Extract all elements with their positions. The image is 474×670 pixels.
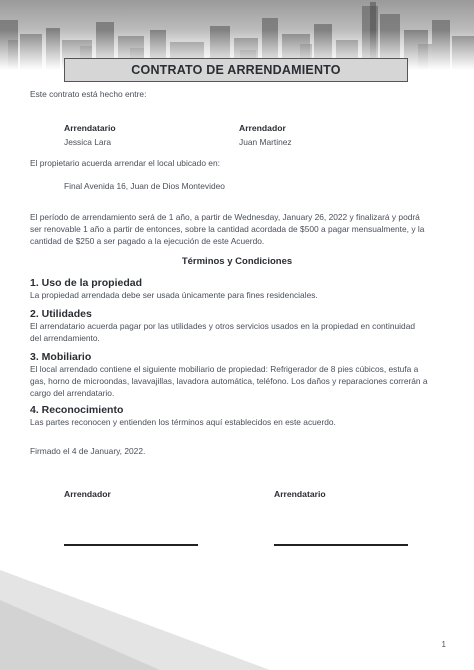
tenant-name: Jessica Lara [64, 137, 112, 147]
section-text-utilities: El arrendatario acuerda pagar por las utilidades y otros servicios usados en la propiedad en continuidad [30, 321, 416, 331]
section-text-utilities: del arrendamiento. [30, 333, 100, 343]
section-heading-furniture: 3. Mobiliario [30, 351, 92, 363]
document-title: CONTRATO DE ARRENDAMIENTO [64, 58, 408, 82]
premises-intro: El propietario acuerda arrendar el local ubicado en: [30, 158, 220, 168]
section-text-acknowledgment: Las partes reconocen y entienden los términos aquí establecidos en este acuerdo. [30, 417, 336, 427]
term-line: El período de arrendamiento será de 1 año, a partir de Wednesday, January 26, 2022 y finalizará y podrá [30, 212, 420, 222]
signature-label-tenant: Arrendatario [274, 489, 326, 499]
section-heading-use: 1. Uso de la propiedad [30, 277, 143, 289]
signature-label-landlord: Arrendador [64, 489, 111, 499]
term-line: cantidad de $250 a ser pagado a la ejecución de este Acuerdo. [30, 236, 265, 246]
signature-line-tenant [274, 544, 408, 546]
terms-heading: Términos y Condiciones [181, 256, 293, 267]
term-line: ser renovable 1 año a partir de entonces, sobre la cantidad acordada de $500 a pagar mensualmente, y la [30, 224, 425, 234]
section-text-use: La propiedad arrendada debe ser usada únicamente para fines residenciales. [30, 290, 318, 300]
section-text-furniture: El local arrendado contiene el siguiente mobiliario de propiedad: Refrigerador de 8 pies cúbicos, estufa a [30, 364, 419, 374]
landlord-name: Juan Martinez [239, 137, 292, 147]
section-heading-acknowledgment: 4. Reconocimiento [30, 404, 124, 416]
signature-line-landlord [64, 544, 198, 546]
landlord-label: Arrendador [239, 123, 286, 133]
page-number: 1 [441, 640, 446, 649]
decorative-corner-shape [0, 570, 474, 670]
section-text-furniture: gas, horno de microondas, lavavajillas, lavadora automática, teléfono. Los daños y reparaciones correrán a [30, 376, 428, 386]
section-text-furniture: cargo del arrendatario. [30, 388, 115, 398]
tenant-label: Arrendatario [64, 123, 116, 133]
signed-date: Firmado el 4 de January, 2022. [30, 446, 146, 456]
section-heading-utilities: 2. Utilidades [30, 308, 92, 320]
property-address: Final Avenida 16, Juan de Dios Montevideo [64, 181, 225, 191]
intro-text: Este contrato está hecho entre: [30, 89, 147, 99]
